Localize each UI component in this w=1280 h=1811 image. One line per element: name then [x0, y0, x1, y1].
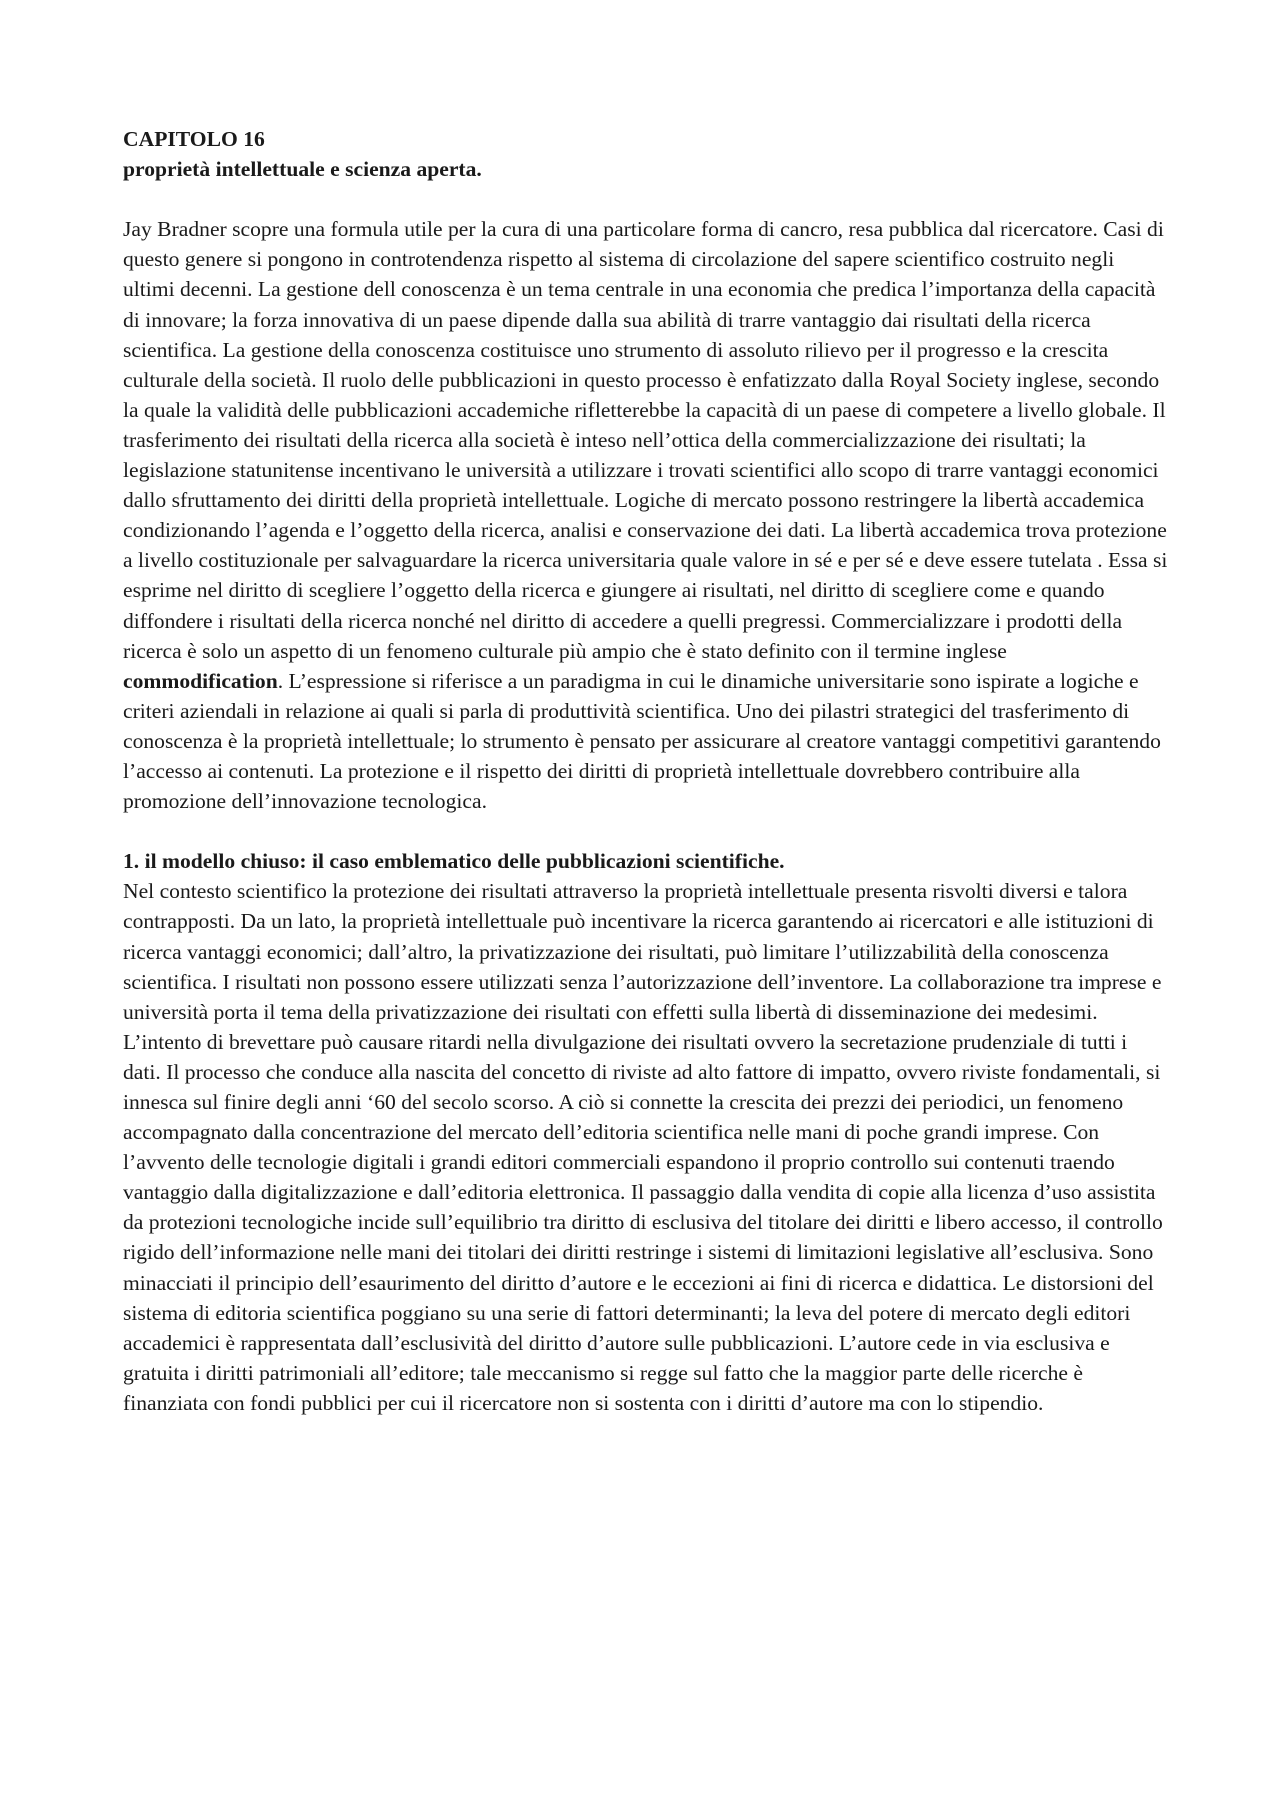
intro-text-end: . L’espressione si riferisce a un paradigma in cui le dinamiche universitarie sono ispirate a logiche e criteri aziendali in relazione ai quali si parla di produttività scientifica. Uno dei pilastri strategici del trasferimento di conoscenza è la proprietà intellettuale; lo strumento è pensato per assicurare al creatore vantaggi competitivi garantendo l’accesso ai contenuti. La protezione e il rispetto dei diritti di proprietà intellettuale dovrebbero contribuire alla promozione dell’innovazione tecnologica.: [123, 668, 1161, 814]
chapter-title: proprietà intellettuale e scienza aperta.: [123, 157, 482, 182]
spacer: [123, 184, 1168, 214]
intro-paragraph: [123, 214, 1168, 816]
chapter-number: CAPITOLO 16: [123, 127, 265, 151]
bold-term: commodification: [123, 668, 278, 693]
spacer: [123, 816, 1168, 846]
section-heading: 1. il modello chiuso: il caso emblematico delle pubblicazioni scientifiche.: [123, 849, 785, 874]
intro-text-start: Jay Bradner scopre una formula utile per la cura di una particolare forma di cancro, resa pubblica dal ricercatore. Casi di questo genere si pongono in controtendenza rispetto al sistema di circolazione del sapere scientifico costruito negli ultimi decenni. La gestione dell conoscenza è un tema centrale in una economia che predica l’importanza della capacità di innovare; la forza innovativa di un paese dipende dalla sua abilità di trarre vantaggio dai risultati della ricerca scientifica. La gestione della conoscenza costituisce uno strumento di assoluto rilievo per il progresso e la crescita culturale della società. Il ruolo delle pubblicazioni in questo processo è enfatizzato dalla Royal Society inglese, secondo la quale la validità delle pubblicazioni accademiche rifletterebbe la capacità di un paese di competere a livello globale. Il trasferimento dei risultati della ricerca alla società è inteso nell’ottica della commercializzazione dei risultati; la legislazione statunitense incentivano le università a utilizzare i trovati scientifici allo scopo di trarre vantaggi economici dallo sfruttamento dei diritti della proprietà intellettuale. Logiche di mercato possono restringere la libertà accademica condizionando l’agenda e l’oggetto della ricerca, analisi e conservazione dei dati. La libertà accademica trova protezione a livello costituzionale per salvaguardare la ricerca universitaria quale valore in sé e per sé e deve essere tutelata . Essa si esprime nel diritto di scegliere l’oggetto della ricerca e giungere ai risultati, nel diritto di scegliere come e quando diffondere i risultati della ricerca nonché nel diritto di accedere a quelli pregressi. Commercializzare i prodotti della ricerca è solo un aspetto di un fenomeno culturale più ampio che è stato definito con il termine inglese: [123, 217, 1168, 663]
page-content: [123, 124, 1168, 1418]
section-paragraph: Nel contesto scientifico la protezione dei risultati attraverso la proprietà intellettuale presenta risvolti diversi e talora contrapposti. Da un lato, la proprietà intellettuale può incentivare la ricerca garantendo ai ricercatori e alle istituzioni di ricerca vantaggi economici; dall’altro, la privatizzazione dei risultati, può limitare l’utilizzabilità della conoscenza scientifica. I risultati non possono essere utilizzati senza l’autorizzazione dell’inventore. La collaborazione tra imprese e università porta il tema della privatizzazione dei risultati con effetti sulla libertà di disseminazione dei medesimi. L’intento di brevettare può causare ritardi nella divulgazione dei risultati ovvero la secretazione prudenziale di tutti i dati. Il processo che conduce alla nascita del concetto di riviste ad alto fattore di impatto, ovvero riviste fondamentali, si innesca sul finire degli anni ‘60 del secolo scorso. A ciò si connette la crescita dei prezzi dei periodici, un fenomeno accompagnato dalla concentrazione del mercato dell’editoria scientifica nelle mani di poche grandi imprese. Con l’avvento delle tecnologie digitali i grandi editori commerciali espandono il proprio controllo sui contenuti traendo vantaggio dalla digitalizzazione e dall’editoria elettronica. Il passaggio dalla vendita di copie alla licenza d’uso assistita da protezioni tecnologiche incide sull’equilibrio tra diritto di esclusiva del titolare dei diritti e libero accesso, il controllo rigido dell’informazione nelle mani dei titolari dei diritti restringe i sistemi di limitazioni legislative all’esclusiva. Sono minacciati il principio dell’esaurimento del diritto d’autore e le eccezioni ai fini di ricerca e didattica. Le distorsioni del sistema di editoria scientifica poggiano su una serie di fattori determinanti; la leva del potere di mercato degli editori accademici è rappresentata dall’esclusività del diritto d’autore sulle pubblicazioni. L’autore cede in via esclusiva e gratuita i diritti patrimoniali all’editore; tale meccanismo si regge sul fatto che la maggior parte delle ricerche è finanziata con fondi pubblici per cui il ricercatore non si sostenta con i diritti d’autore ma con lo stipendio.: [123, 879, 1163, 1415]
